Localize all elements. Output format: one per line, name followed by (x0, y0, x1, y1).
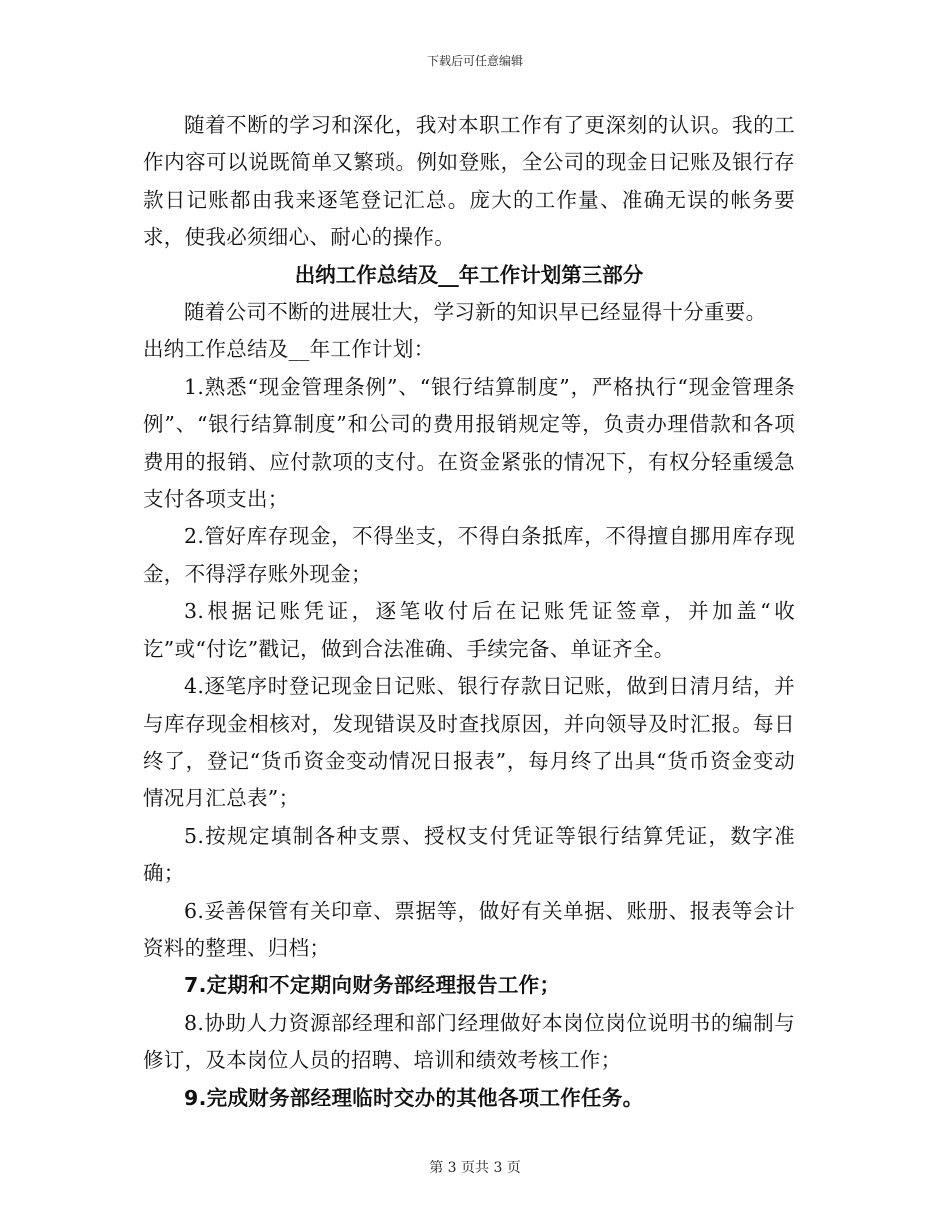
list-item-3: 3.根据记账凭证，逐笔收付后在记账凭证签章，并加盖“收讫”或“付讫”戳记，做到合法准确、手续完备、单证齐全。 (143, 599, 795, 661)
section-title: 出纳工作总结及__年工作计划第三部分 (294, 262, 644, 287)
list-item-9: 9.完成财务部经理临时交办的其他各项工作任务。 (184, 1085, 644, 1110)
list-item-2: 2.管好库存现金，不得坐支，不得白条抵库，不得擅自挪用库存现金，不得浮存账外现金； (143, 524, 795, 586)
paragraph-growth: 随着公司不断的进展壮大，学习新的知识早已经显得十分重要。 (184, 300, 767, 325)
paragraph-plan-heading: 出纳工作总结及__年工作计划： (143, 337, 435, 362)
list-item-8: 8.协助人力资源部经理和部门经理做好本岗位岗位说明书的编制与修订，及本岗位人员的招聘、培训和绩效考核工作； (143, 1010, 795, 1073)
list-item-1: 1.熟悉“现金管理条例”、“银行结算制度”，严格执行“现金管理条例”、“银行结算制度”和公司的费用报销规定等，负责办理借款和各项费用的报销、应付款项的支付。在资金紧张的情况下，有权分轻重缓急支付各项支出； (143, 374, 795, 512)
page-header: 下载后可任意编辑 (426, 54, 523, 68)
intro-paragraph: 随着不断的学习和深化，我对本职工作有了更深刻的认识。我的工作内容可以说既简单又繁琐。例如登账，全公司的现金日记账及银行存款日记账都由我来逐笔登记汇总。庞大的工作量、准确无误的帐务要求，使我必须细心、耐心的操作。 (143, 113, 795, 250)
list-item-4: 4.逐笔序时登记现金日记账、银行存款日记账，做到日清月结，并与库存现金相核对，发现错误及时查找原因，并向领导及时汇报。每日终了，登记“货币资金变动情况日报表”，每月终了出具“货币资金变动情况月汇总表”； (143, 674, 795, 811)
list-item-6: 6.妥善保管有关印章、票据等，做好有关单据、账册、报表等会计资料的整理、归档； (143, 898, 795, 960)
list-item-7: 7.定期和不定期向财务部经理报告工作； (184, 973, 561, 998)
document-body (143, 107, 795, 1117)
page-footer: 第 3 页共 3 页 (429, 1160, 521, 1176)
list-item-5: 5.按规定填制各种支票、授权支付凭证等银行结算凭证，数字准确； (143, 823, 795, 886)
